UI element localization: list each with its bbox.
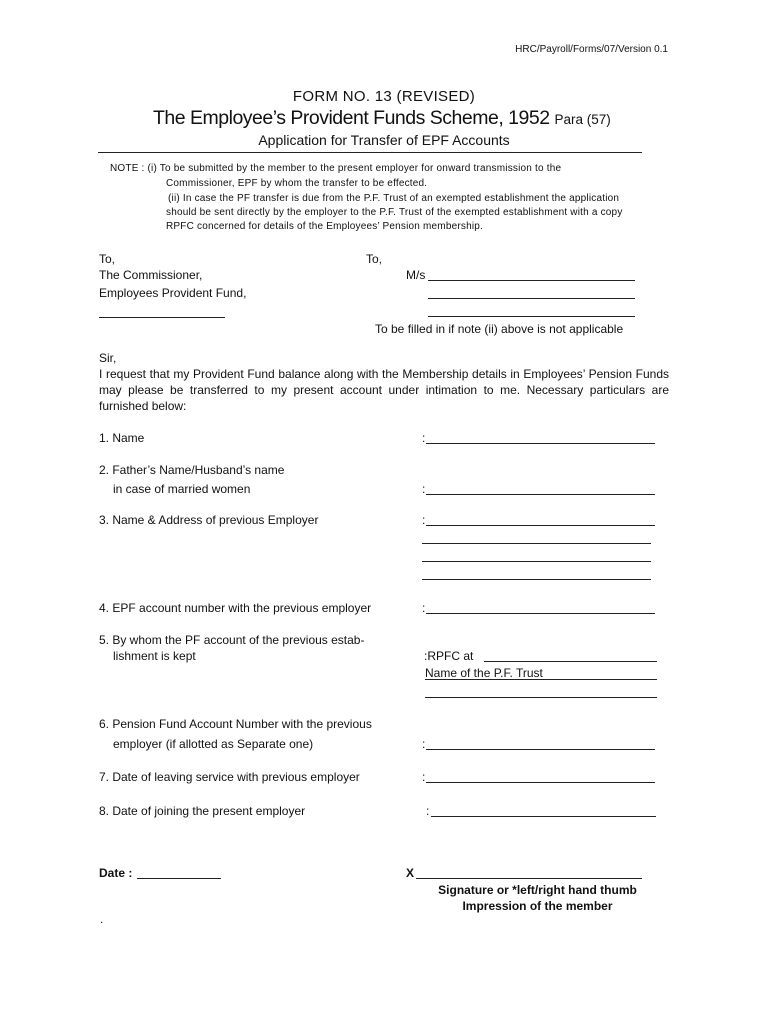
ms-label: M/s (406, 268, 426, 282)
to-left: To, (99, 252, 116, 266)
note-line-5: RPFC concerned for details of the Employees’ Pension membership. (166, 221, 484, 232)
right-address-note: To be filled in if note (ii) above is not applicable (375, 322, 624, 336)
date-label: Date : (99, 866, 133, 880)
field-joining-label: 8. Date of joining the present employer (99, 804, 306, 818)
field-pf-kept-sublabel: lishment is kept (113, 649, 196, 663)
signature-line[interactable] (416, 878, 642, 879)
field-leaving-input[interactable] (426, 782, 655, 783)
ms-blank[interactable] (428, 280, 635, 281)
form-number: FORM NO. 13 (REVISED) (292, 88, 476, 105)
epf-label: Employees Provident Fund, (99, 286, 247, 300)
left-address-blank[interactable] (99, 317, 225, 318)
field-father-sublabel: in case of married women (113, 482, 251, 496)
to-right: To, (366, 252, 383, 266)
field-employer-label: 3. Name & Address of previous Employer (99, 513, 319, 527)
form-title (153, 107, 611, 130)
field-employer-input-2[interactable] (422, 543, 651, 544)
field-trust-label: Name of the P.F. Trust (425, 666, 543, 680)
date-input[interactable] (137, 878, 221, 879)
field-pf-kept-label: 5. By whom the PF account of the previous estab- (99, 633, 365, 647)
field-rpfc-input[interactable] (484, 661, 657, 662)
field-epf-account-label: 4. EPF account number with the previous employer (99, 601, 372, 615)
note-line-2: Commissioner, EPF by whom the transfer to be effected. (166, 178, 428, 189)
title-para: Para (57) (554, 112, 611, 127)
field-pension-sublabel: employer (if allotted as Separate one) (113, 737, 314, 751)
signature-caption-2: Impression of the member (462, 899, 613, 913)
field-father-label: 2. Father’s Name/Husband’s name (99, 463, 285, 477)
signature-x: X (406, 866, 415, 880)
note-label: NOTE : (110, 163, 145, 174)
field-trust-input[interactable] (425, 697, 657, 698)
field-pension-input[interactable] (426, 749, 655, 750)
field-leaving-colon: : (422, 770, 426, 784)
letter-body: I request that my Provident Fund balance along with the Membership details in Employees’ Pension Funds may please be transferred to my present account under intimation to me. Necessary particulars are furnished below: (99, 367, 669, 413)
field-employer-input-1[interactable] (426, 525, 655, 526)
note-line-4: should be sent directly by the employer to the P.F. Trust of the exempted establishment with a copy (166, 207, 623, 218)
right-address-blank-2[interactable] (428, 316, 635, 317)
field-pension-colon: : (422, 737, 426, 751)
field-name-label: 1. Name (99, 431, 145, 445)
field-father-colon: : (422, 482, 426, 496)
field-joining-colon: : (426, 804, 430, 818)
field-joining-input[interactable] (431, 816, 656, 817)
note-line-3: (ii) In case the PF transfer is due from the P.F. Trust of an exempted establishment the application (168, 193, 620, 204)
header-divider (98, 152, 642, 153)
field-employer-input-3[interactable] (422, 561, 651, 562)
form-reference: HRC/Payroll/Forms/07/Version 0.1 (515, 44, 668, 55)
salutation: Sir, (99, 351, 117, 365)
note-line-1 (110, 163, 561, 174)
field-epf-account-input[interactable] (426, 613, 655, 614)
field-employer-input-4[interactable] (422, 579, 651, 580)
field-trust-underline[interactable] (425, 679, 657, 680)
title-text: The Employee’s Provident Funds Scheme, 1952 (153, 107, 550, 129)
signature-caption-1: Signature or *left/right hand thumb (438, 883, 637, 897)
field-rpfc-label: :RPFC at (424, 649, 474, 663)
field-pension-label: 6. Pension Fund Account Number with the previous (99, 717, 372, 731)
form-subtitle: Application for Transfer of EPF Accounts (258, 132, 510, 148)
field-epf-account-colon: : (422, 601, 426, 615)
field-father-input[interactable] (426, 494, 655, 495)
field-name-colon: : (422, 431, 426, 445)
commissioner-label: The Commissioner, (99, 268, 203, 282)
right-address-blank-1[interactable] (428, 298, 635, 299)
field-leaving-label: 7. Date of leaving service with previous employer (99, 770, 360, 784)
field-name-input[interactable] (426, 443, 655, 444)
note-text-1: (i) To be submitted by the member to the present employer for onward transmission to the (147, 163, 562, 174)
trailing-dot: . (100, 912, 104, 926)
field-employer-colon: : (422, 513, 426, 527)
